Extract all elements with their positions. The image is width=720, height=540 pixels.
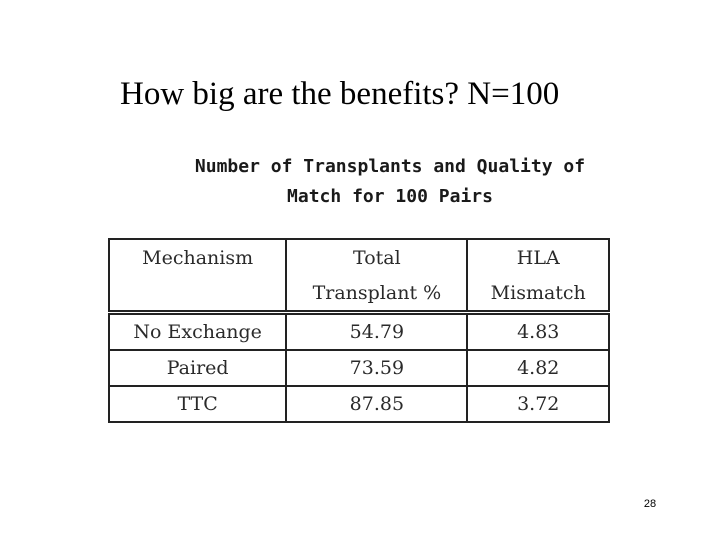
cell-hla-mismatch: 4.83 (467, 313, 609, 351)
header-row-1 (109, 239, 609, 276)
cell-hla-mismatch: 4.82 (467, 350, 609, 386)
cell-total-transplant: 54.79 (286, 313, 467, 351)
table-caption (120, 152, 660, 212)
table-caption-line-1: Number of Transplants and Quality of (194, 156, 586, 177)
cell-mechanism: TTC (109, 386, 286, 422)
header-hla-line-1: HLA (467, 239, 609, 276)
table-caption-line-2: Match for 100 Pairs (287, 186, 493, 207)
cell-mechanism: No Exchange (109, 313, 286, 351)
slide-title: How big are the benefits? N=100 (120, 76, 560, 112)
page-number: 28 (643, 498, 657, 510)
header-mechanism-empty (109, 276, 286, 313)
cell-total-transplant: 73.59 (286, 350, 467, 386)
header-total-line-1: Total (286, 239, 467, 276)
header-total-line-2: Transplant % (286, 276, 467, 313)
cell-total-transplant: 87.85 (286, 386, 467, 422)
header-row-2 (109, 276, 609, 313)
cell-hla-mismatch: 3.72 (467, 386, 609, 422)
table-row (109, 386, 609, 422)
table-row (109, 313, 609, 351)
results-table (108, 238, 610, 423)
table-row (109, 350, 609, 386)
header-hla-line-2: Mismatch (467, 276, 609, 313)
cell-mechanism: Paired (109, 350, 286, 386)
header-mechanism: Mechanism (109, 239, 286, 276)
table-container (108, 238, 610, 432)
